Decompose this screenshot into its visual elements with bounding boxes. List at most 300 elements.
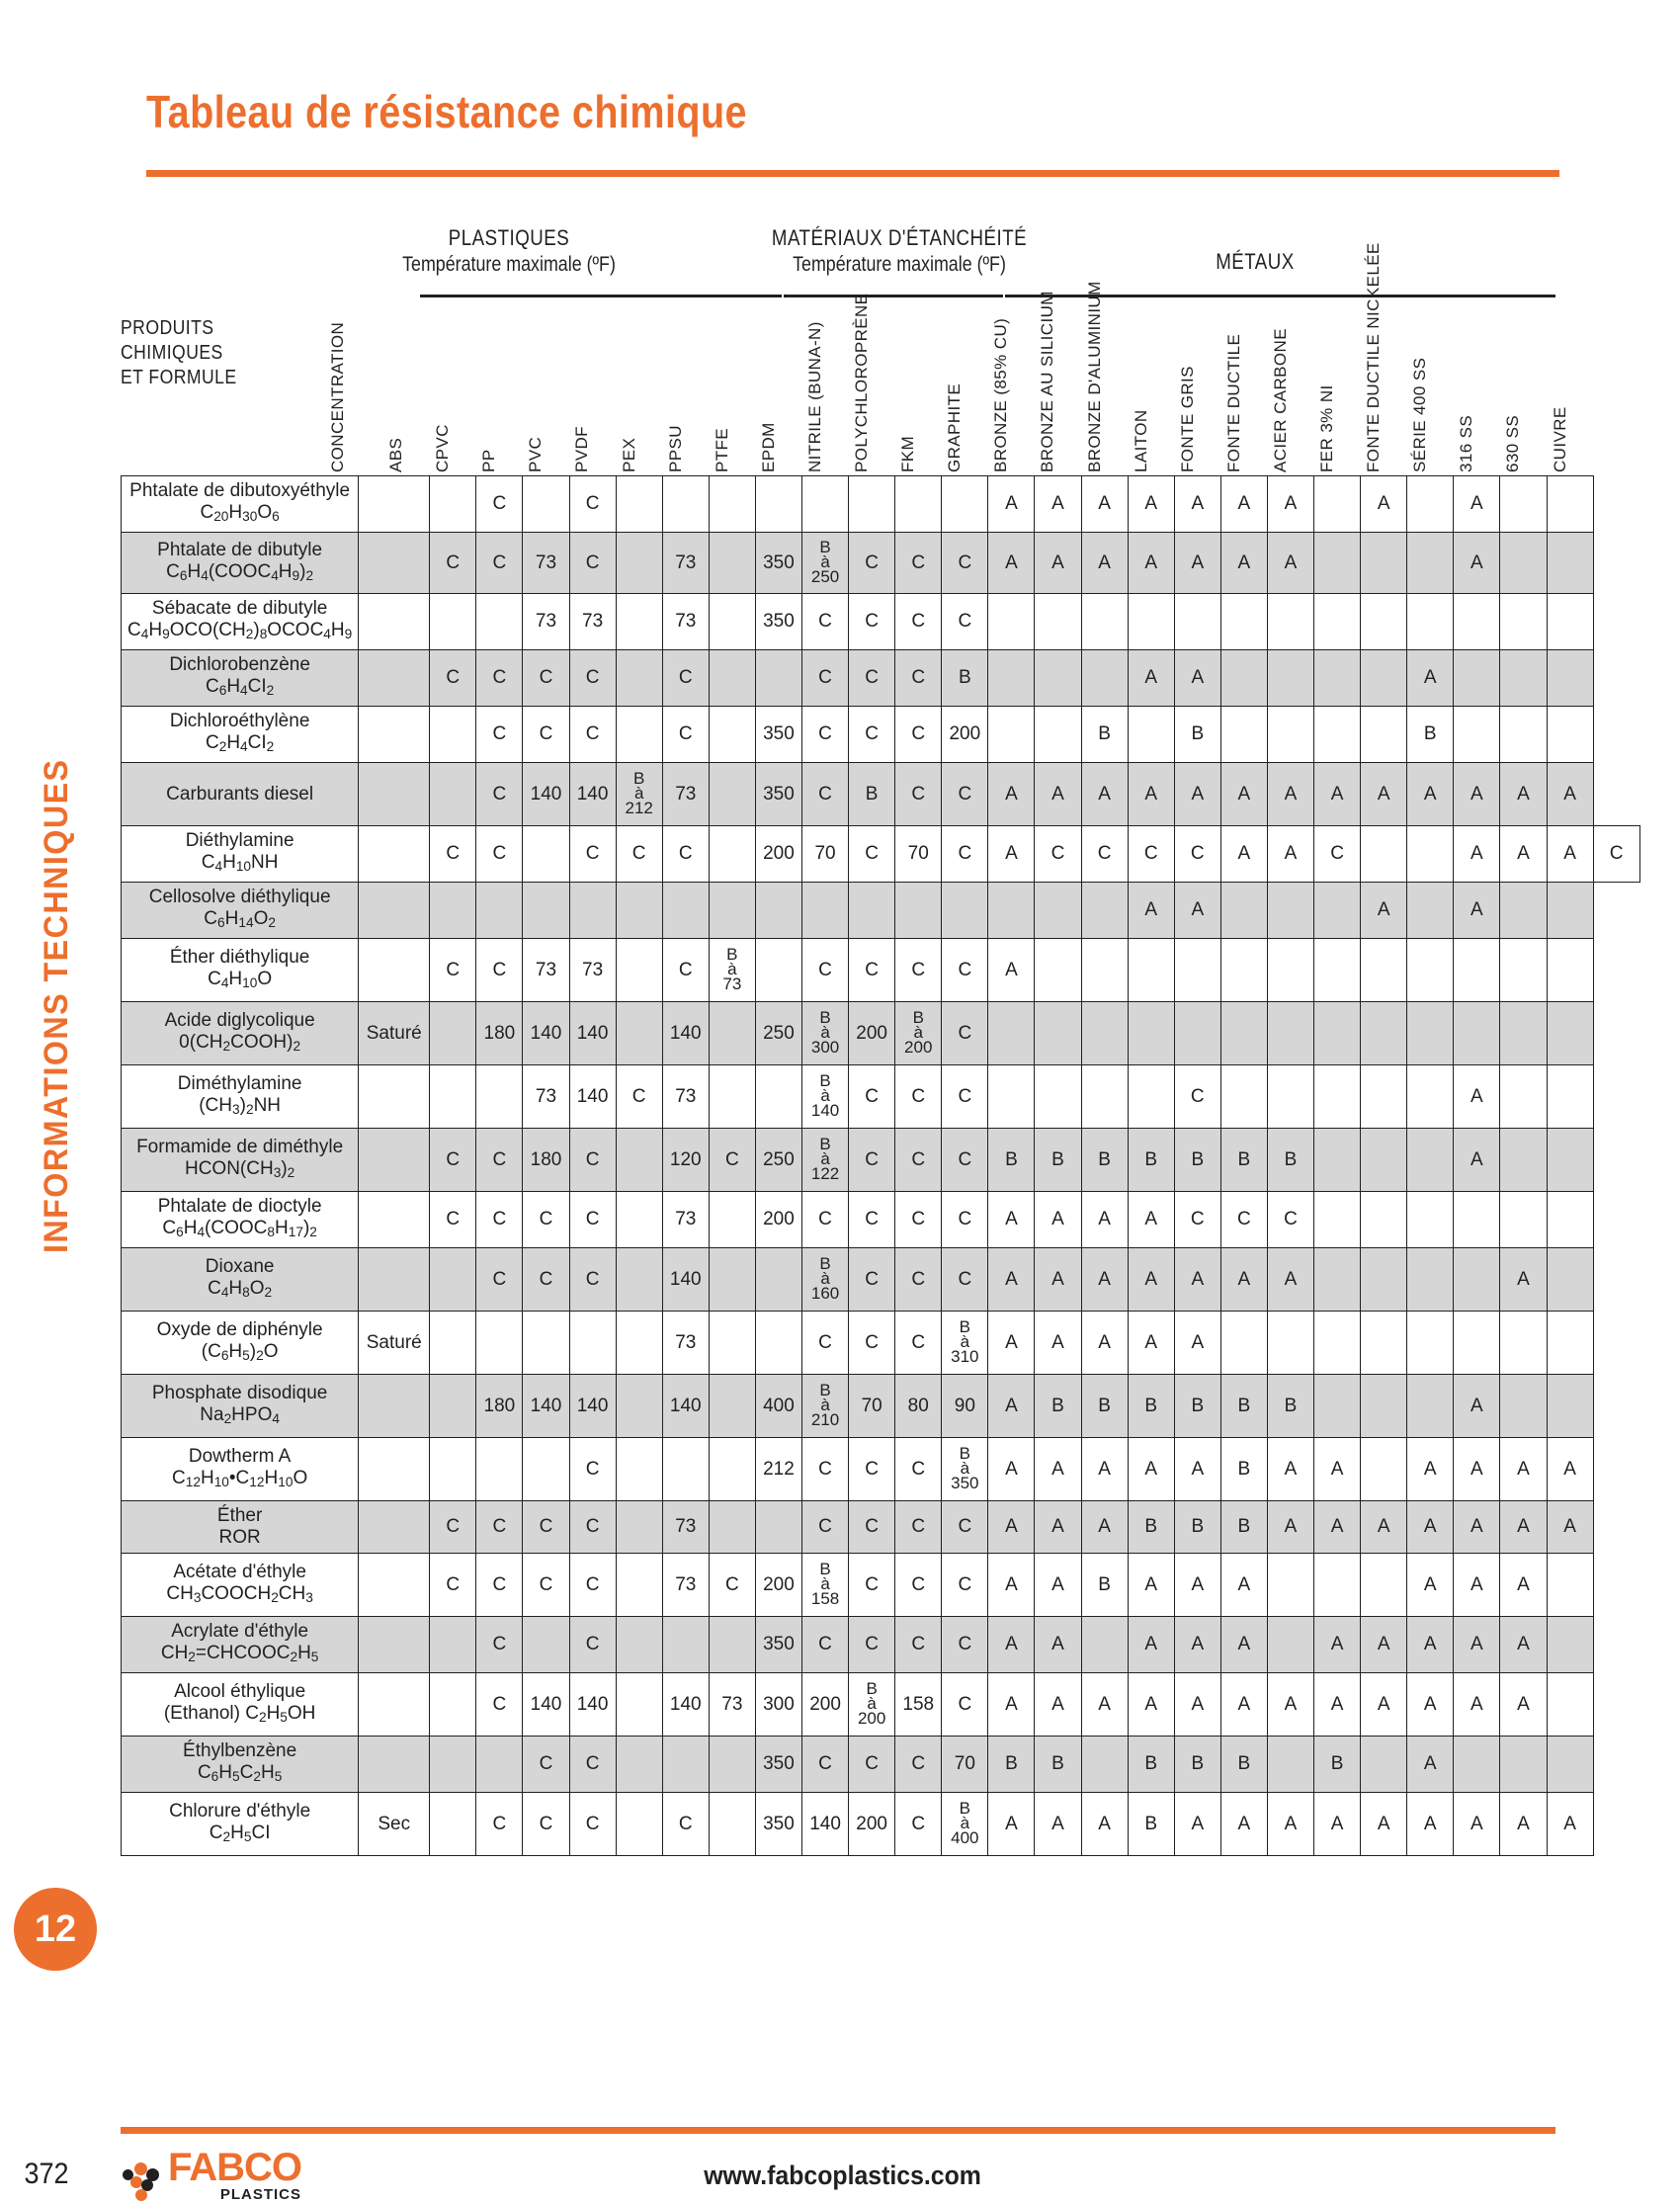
rating-cell: C — [430, 1129, 476, 1192]
rating-cell: 350 — [755, 594, 801, 650]
rating-cell — [1314, 1554, 1361, 1617]
rating-cell: C — [476, 1554, 523, 1617]
rating-cell: C — [1035, 826, 1081, 883]
rating-cell: A — [1035, 1312, 1081, 1375]
rating-cell — [616, 650, 662, 707]
rating-cell: C — [476, 1192, 523, 1248]
rating-cell — [1220, 883, 1267, 939]
rating-cell: C — [430, 533, 476, 594]
rating-cell — [1267, 1554, 1313, 1617]
rating-cell: 140 — [662, 1248, 709, 1312]
rating-cell — [988, 594, 1035, 650]
rating-cell: C — [569, 1554, 616, 1617]
chemical-formula: $C_4H_{10}NH$ — [201, 852, 279, 874]
sidebar-chapter-badge — [14, 1888, 97, 1971]
rating-cell: 73 — [662, 1501, 709, 1554]
rating-cell: 200 — [942, 707, 988, 763]
rating-cell: A — [1128, 476, 1174, 533]
rating-cell: A — [1035, 1617, 1081, 1673]
rating-cell — [616, 476, 662, 533]
rating-cell: A — [1267, 476, 1313, 533]
rating-cell: A — [1454, 1793, 1500, 1856]
rating-cell: C — [709, 1554, 755, 1617]
rating-cell: C — [802, 763, 849, 826]
rating-cell: 400 — [755, 1375, 801, 1438]
chemical-name: Alcool éthylique — [174, 1680, 306, 1702]
rating-cell: C — [476, 1501, 523, 1554]
rating-cell: B à 212 — [616, 763, 662, 826]
rating-cell — [1267, 1617, 1313, 1673]
rating-cell — [1500, 476, 1547, 533]
rating-cell: A — [1500, 1248, 1547, 1312]
rating-cell — [1361, 1129, 1407, 1192]
rating-cell: A — [1081, 763, 1128, 826]
rating-cell: C — [1267, 1192, 1313, 1248]
rating-cell: C — [1128, 826, 1174, 883]
rating-cell — [430, 1002, 476, 1065]
rating-cell: B — [1267, 1375, 1313, 1438]
table-row — [122, 1248, 1640, 1312]
rating-cell: 140 — [662, 1673, 709, 1737]
rating-cell: A — [1220, 533, 1267, 594]
rating-cell: C — [895, 594, 942, 650]
rating-cell: A — [1174, 1673, 1220, 1737]
chemical-formula: $C_6H_5C_2H_5$ — [197, 1762, 283, 1784]
column-header-fonte-gris: FONTE GRIS — [1177, 366, 1197, 472]
rating-cell — [1267, 1737, 1313, 1793]
chemical-name: Carburants diesel — [166, 783, 314, 805]
chemical-formula: $(C_6H_5)_2O$ — [201, 1340, 279, 1363]
column-header-abs: ABS — [386, 437, 406, 472]
rating-cell: A — [1174, 1438, 1220, 1501]
rating-cell: A — [1220, 1617, 1267, 1673]
rating-cell: C — [476, 1793, 523, 1856]
rating-cell — [709, 476, 755, 533]
rating-cell: A — [1128, 650, 1174, 707]
rating-cell — [1314, 1312, 1361, 1375]
rating-cell: B à 200 — [895, 1002, 942, 1065]
chemical-formula: $CH_3COOCH_2CH_3$ — [166, 1582, 313, 1605]
rating-cell — [430, 707, 476, 763]
rating-cell — [709, 1737, 755, 1793]
chemical-name: Éther — [216, 1505, 263, 1526]
row-header-line2: ET FORMULE — [121, 367, 237, 388]
rating-cell: C — [942, 1554, 988, 1617]
rating-cell — [1361, 1554, 1407, 1617]
rating-cell — [802, 883, 849, 939]
rating-cell: C — [1174, 1065, 1220, 1129]
rating-cell: C — [569, 1438, 616, 1501]
rating-cell: A — [1361, 1793, 1407, 1856]
rating-cell: C — [476, 826, 523, 883]
rating-cell: A — [1500, 1793, 1547, 1856]
rating-cell: 200 — [755, 1192, 801, 1248]
chemical-formula: $C_4H_9OCO(CH_2)_8OCOC_4H_9$ — [127, 620, 353, 641]
rating-cell — [1500, 1737, 1547, 1793]
rating-cell: C — [895, 1312, 942, 1375]
rating-cell: A — [1174, 883, 1220, 939]
rating-cell — [523, 1438, 569, 1501]
rating-cell — [1407, 594, 1454, 650]
rating-cell: A — [1547, 1793, 1593, 1856]
table-row — [122, 1793, 1640, 1856]
column-header-polychloropr-ne: POLYCHLOROPRÈNE — [852, 293, 872, 472]
rating-cell — [1407, 1375, 1454, 1438]
rating-cell: C — [662, 650, 709, 707]
rating-cell — [1547, 939, 1593, 1002]
rating-cell: B — [1220, 1129, 1267, 1192]
rating-cell: A — [1081, 1248, 1128, 1312]
concentration-cell — [359, 1248, 430, 1312]
column-header-bronze-85-cu: BRONZE (85% CU) — [991, 317, 1011, 472]
rating-cell — [1267, 594, 1313, 650]
concentration-cell — [359, 1129, 430, 1192]
rating-cell — [755, 1248, 801, 1312]
rating-cell: C — [849, 1554, 895, 1617]
rating-cell: C — [895, 1793, 942, 1856]
table-row — [122, 1002, 1640, 1065]
rating-cell — [476, 1737, 523, 1793]
rating-cell: C — [942, 1192, 988, 1248]
rating-cell: C — [849, 1065, 895, 1129]
rating-cell: B — [1220, 1375, 1267, 1438]
rating-cell: 212 — [755, 1438, 801, 1501]
rating-cell: A — [1174, 1793, 1220, 1856]
rating-cell: C — [476, 1248, 523, 1312]
rating-cell: A — [1220, 1673, 1267, 1737]
rating-cell — [1128, 1065, 1174, 1129]
rating-cell — [709, 707, 755, 763]
rating-cell: C — [569, 533, 616, 594]
rating-cell: A — [988, 476, 1035, 533]
rating-cell: B à 200 — [849, 1673, 895, 1737]
rating-cell — [1081, 1002, 1128, 1065]
chemical-name: Cellosolve diéthylique — [148, 887, 331, 907]
rating-cell: A — [1500, 1554, 1547, 1617]
rating-cell — [1314, 1248, 1361, 1312]
rating-cell: C — [476, 763, 523, 826]
concentration-cell: Saturé — [359, 1312, 430, 1375]
rating-cell: 140 — [662, 1375, 709, 1438]
rating-cell — [662, 476, 709, 533]
rating-cell — [430, 1065, 476, 1129]
concentration-cell — [359, 1065, 430, 1129]
rating-cell — [1081, 939, 1128, 1002]
rating-cell: 250 — [755, 1002, 801, 1065]
rating-cell: C — [476, 533, 523, 594]
rating-cell: C — [895, 707, 942, 763]
group-subtitle: Température maximale (ºF) — [402, 253, 616, 276]
concentration-cell — [359, 650, 430, 707]
rating-cell — [709, 763, 755, 826]
rating-cell: 140 — [523, 1375, 569, 1438]
chemical-name: Diéthylamine — [185, 830, 294, 851]
rating-cell — [1361, 1312, 1407, 1375]
rating-cell: B — [1128, 1501, 1174, 1554]
rating-cell: C — [849, 1248, 895, 1312]
table-row — [122, 1375, 1640, 1438]
rating-cell: C — [942, 1501, 988, 1554]
rating-cell — [616, 1673, 662, 1737]
rating-cell: A — [1174, 650, 1220, 707]
rating-cell — [1500, 594, 1547, 650]
rating-cell: C — [569, 1617, 616, 1673]
rating-cell — [1220, 939, 1267, 1002]
rating-cell — [1361, 1248, 1407, 1312]
rating-cell — [755, 939, 801, 1002]
rating-cell: A — [988, 1312, 1035, 1375]
rating-cell: A — [1035, 1248, 1081, 1312]
rating-cell — [1547, 1192, 1593, 1248]
chemical-name: Oxyde de diphényle — [156, 1318, 323, 1340]
chemical-name: Diméthylamine — [177, 1072, 302, 1094]
rating-cell — [1500, 883, 1547, 939]
rating-cell: B — [1081, 1554, 1128, 1617]
rating-cell: A — [1081, 476, 1128, 533]
chemical-name-cell — [122, 1501, 359, 1554]
rating-cell — [569, 1312, 616, 1375]
rating-cell: 350 — [755, 707, 801, 763]
rating-cell: 140 — [569, 1673, 616, 1737]
rating-cell: A — [1128, 1312, 1174, 1375]
chemical-name: Acrylate d'éthyle — [171, 1621, 309, 1642]
rating-cell — [1454, 1312, 1500, 1375]
rating-cell: A — [1267, 763, 1313, 826]
chemical-formula: $HCON(CH_3)_2$ — [184, 1157, 295, 1180]
rating-cell — [1361, 1002, 1407, 1065]
table-body — [122, 476, 1640, 1856]
concentration-cell — [359, 1554, 430, 1617]
rating-cell: A — [1174, 476, 1220, 533]
rating-cell: C — [802, 939, 849, 1002]
rating-cell: C — [569, 650, 616, 707]
table-row — [122, 1065, 1640, 1129]
rating-cell: B — [1035, 1737, 1081, 1793]
chemical-name-cell — [122, 1438, 359, 1501]
rating-cell — [1220, 594, 1267, 650]
rating-cell: A — [1128, 533, 1174, 594]
rating-cell: C — [895, 1065, 942, 1129]
rating-cell: C — [895, 1129, 942, 1192]
rating-cell: A — [1035, 533, 1081, 594]
rating-cell — [1081, 1617, 1128, 1673]
chemical-name: Phtalate de dibutoxyéthyle — [129, 480, 351, 501]
column-header-fer-3-ni: FER 3% NI — [1317, 384, 1337, 472]
rating-cell: C — [849, 1192, 895, 1248]
rating-cell: A — [1314, 1673, 1361, 1737]
rating-cell — [1267, 1002, 1313, 1065]
rating-cell: A — [1361, 476, 1407, 533]
rating-cell — [1267, 939, 1313, 1002]
rating-cell — [1547, 707, 1593, 763]
chemical-name-cell — [122, 1375, 359, 1438]
rating-cell — [616, 1312, 662, 1375]
chemical-name: Phtalate de dibutyle — [157, 539, 323, 560]
rating-cell — [476, 1312, 523, 1375]
rating-cell: C — [942, 533, 988, 594]
rating-cell — [1220, 707, 1267, 763]
rating-cell — [1361, 707, 1407, 763]
rating-cell — [616, 1554, 662, 1617]
column-header-acier-carbone: ACIER CARBONE — [1270, 328, 1290, 472]
rating-cell: A — [1454, 476, 1500, 533]
chemical-formula: (Ethanol) $C_2H_5OH$ — [163, 1702, 316, 1725]
rating-cell: 70 — [802, 826, 849, 883]
group-rule-etancheite — [784, 295, 1003, 297]
rating-cell: C — [802, 650, 849, 707]
rating-cell — [1314, 883, 1361, 939]
rating-cell: C — [895, 1737, 942, 1793]
rating-cell: B à 140 — [802, 1065, 849, 1129]
rating-cell — [1220, 1065, 1267, 1129]
rating-cell — [1547, 594, 1593, 650]
rating-cell: A — [1035, 1554, 1081, 1617]
rating-cell — [709, 1002, 755, 1065]
rating-cell — [709, 594, 755, 650]
rating-cell: 73 — [662, 1554, 709, 1617]
rating-cell: C — [802, 1737, 849, 1793]
chemical-name-cell — [122, 1793, 359, 1856]
rating-cell — [1220, 650, 1267, 707]
rating-cell: C — [523, 1192, 569, 1248]
rating-cell — [569, 883, 616, 939]
rating-cell — [430, 1375, 476, 1438]
rating-cell — [709, 826, 755, 883]
rating-cell: A — [988, 1248, 1035, 1312]
chemical-name-cell — [122, 1673, 359, 1737]
rating-cell: A — [1454, 826, 1500, 883]
rating-cell: C — [849, 533, 895, 594]
rating-cell — [1547, 650, 1593, 707]
chemical-name: Éther diéthylique — [169, 946, 310, 968]
rating-cell: A — [1547, 1501, 1593, 1554]
chemical-name: Éthylbenzène — [183, 1740, 297, 1761]
chemical-name-cell — [122, 594, 359, 650]
rating-cell — [709, 533, 755, 594]
concentration-cell: Sec — [359, 1793, 430, 1856]
rating-cell: 350 — [755, 1737, 801, 1793]
table-row — [122, 1129, 1640, 1192]
rating-cell: C — [849, 650, 895, 707]
concentration-cell — [359, 1673, 430, 1737]
chemical-formula: ROR — [218, 1527, 261, 1548]
rating-cell: A — [988, 1375, 1035, 1438]
chemical-name-cell — [122, 1737, 359, 1793]
rating-cell: C — [476, 707, 523, 763]
rating-cell — [430, 1438, 476, 1501]
column-header-laiton: LAITON — [1131, 409, 1150, 472]
rating-cell: 73 — [523, 594, 569, 650]
rating-cell: A — [1454, 533, 1500, 594]
rating-cell — [1174, 594, 1220, 650]
rating-cell: A — [1500, 1438, 1547, 1501]
rating-cell: C — [430, 939, 476, 1002]
rating-cell — [1035, 939, 1081, 1002]
rating-cell — [1407, 1248, 1454, 1312]
rating-cell: C — [569, 1192, 616, 1248]
rating-cell — [476, 1065, 523, 1129]
rating-cell — [709, 1192, 755, 1248]
rating-cell: B — [1174, 1501, 1220, 1554]
row-header-caption — [121, 316, 303, 390]
rating-cell — [1361, 826, 1407, 883]
rating-cell — [709, 1438, 755, 1501]
rating-cell: C — [569, 1501, 616, 1554]
rating-cell: C — [430, 1192, 476, 1248]
rating-cell — [1500, 1192, 1547, 1248]
concentration-cell — [359, 883, 430, 939]
chemical-name-cell — [122, 763, 359, 826]
rating-cell: 70 — [849, 1375, 895, 1438]
group-header-plastiques — [326, 225, 692, 277]
rating-cell: A — [1128, 763, 1174, 826]
rating-cell — [616, 1129, 662, 1192]
chemical-formula: $C_2H_4CI_2$ — [205, 732, 275, 754]
rating-cell — [476, 1438, 523, 1501]
chemical-formula: $C_6H_4(COOC_4H_9)_2$ — [166, 560, 314, 583]
page-title-wrap — [146, 85, 1559, 138]
rating-cell: A — [988, 1554, 1035, 1617]
column-header-concentration: CONCENTRATION — [327, 321, 347, 472]
chemical-name-cell — [122, 1554, 359, 1617]
rating-cell — [1081, 1065, 1128, 1129]
rating-cell: C — [895, 1501, 942, 1554]
rating-cell — [988, 1002, 1035, 1065]
rating-cell: 300 — [755, 1673, 801, 1737]
rating-cell — [1407, 883, 1454, 939]
rating-cell: B à 210 — [802, 1375, 849, 1438]
rating-cell: C — [895, 650, 942, 707]
rating-cell: A — [1128, 1438, 1174, 1501]
rating-cell: C — [1081, 826, 1128, 883]
rating-cell: A — [1500, 763, 1547, 826]
rating-cell — [988, 883, 1035, 939]
rating-cell — [1547, 1002, 1593, 1065]
rating-cell — [1454, 1737, 1500, 1793]
rating-cell: A — [1081, 1312, 1128, 1375]
rating-cell — [1314, 939, 1361, 1002]
rating-cell — [1407, 476, 1454, 533]
rating-cell: A — [1361, 883, 1407, 939]
rating-cell: C — [523, 1793, 569, 1856]
rating-cell: A — [1081, 1438, 1128, 1501]
rating-cell — [1314, 650, 1361, 707]
chemical-name-cell — [122, 533, 359, 594]
rating-cell: A — [1454, 1065, 1500, 1129]
rating-cell: C — [430, 826, 476, 883]
concentration-cell — [359, 826, 430, 883]
rating-cell: A — [1220, 476, 1267, 533]
column-header-pvc: PVC — [526, 436, 546, 472]
rating-cell: B — [1035, 1129, 1081, 1192]
rating-cell: A — [988, 1793, 1035, 1856]
chemical-formula: $C_{20}H_{30}O_6$ — [200, 502, 280, 524]
concentration-cell — [359, 594, 430, 650]
chemical-name: Phtalate de dioctyle — [157, 1196, 322, 1217]
rating-cell — [988, 650, 1035, 707]
rating-cell: A — [1128, 1617, 1174, 1673]
rating-cell — [1547, 1375, 1593, 1438]
rating-cell: 200 — [849, 1793, 895, 1856]
rating-cell — [709, 1248, 755, 1312]
rating-cell — [1361, 1438, 1407, 1501]
rating-cell: A — [1267, 1793, 1313, 1856]
rating-cell — [709, 1617, 755, 1673]
rating-cell: C — [849, 1617, 895, 1673]
rating-cell — [1361, 533, 1407, 594]
chemical-name: Acide diglycolique — [164, 1009, 315, 1031]
rating-cell: A — [1361, 1501, 1407, 1554]
